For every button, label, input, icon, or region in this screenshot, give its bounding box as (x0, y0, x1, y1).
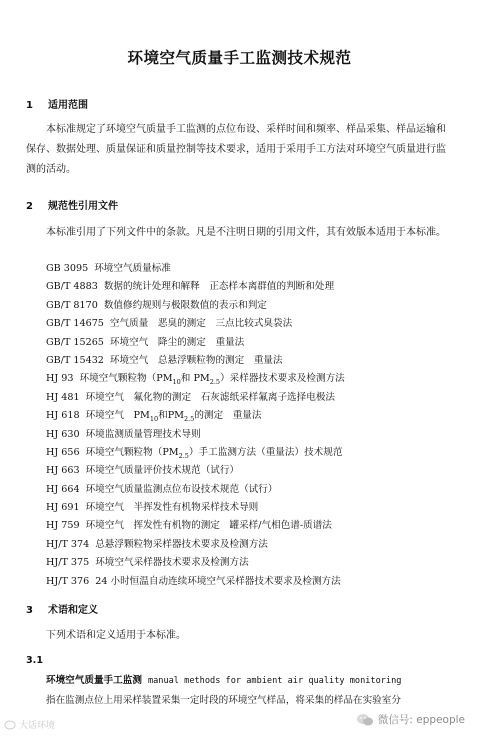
reference-item: HJ/T 375 环境空气采样器技术要求及检测方法 (46, 557, 249, 569)
section-1-body: 本标准规定了环境空气质量手工监测的点位布设、采样时间和频率、样品采集、样品运输和保存、数据处理、质量保证和质量控制等技术要求，适用于采用手工方法对环境空气质量进行监测的活动。 (26, 124, 446, 175)
watermark-logo-icon (4, 720, 16, 730)
document-title: 环境空气质量手工监测技术规范 (127, 49, 352, 67)
section-1-heading (26, 96, 88, 111)
reference-item: HJ 759 环境空气 挥发性有机物的测定 罐采样/气相色谱-质谱法 (46, 520, 332, 532)
reference-item: GB 3095 环境空气质量标准 (46, 263, 171, 274)
normative-references-list (46, 260, 345, 591)
watermark-right-text: 微信号: eppeople (377, 714, 465, 726)
section-title: 规范性引用文件 (48, 201, 118, 212)
term-heading (46, 672, 401, 686)
watermark-left-text: 大话环境 (19, 721, 56, 731)
term-number: 3.1 (26, 655, 43, 666)
section-number: 3 (26, 605, 33, 616)
wechat-icon (356, 713, 374, 727)
reference-item: HJ 656 环境空气颗粒物$(PM_{2.5})$手工监测方法（重量法）技术规范 (46, 446, 343, 460)
wechat-watermark (356, 712, 465, 727)
section-title: 术语和定义 (48, 605, 98, 616)
section-number: 1 (26, 100, 33, 111)
section-3-heading (26, 601, 98, 616)
reference-item: HJ/T 376 24 小时恒温自动连续环境空气采样器技术要求及检测方法 (46, 575, 341, 587)
term-chinese: 环境空气质量手工监测 (46, 675, 142, 686)
reference-item: HJ 630 环境监测质量管理技术导则 (46, 428, 201, 440)
reference-item: HJ 618 环境空气 $PM_{10}$和$PM_{2.5}$的测定 重量法 (46, 410, 262, 424)
reference-item: HJ 93 环境空气颗粒物（$PM_{10}$和 $PM_{2.5}$）采样器技术要求及检测方法 (46, 373, 345, 387)
reference-item: HJ 691 环境空气 半挥发性有机物采样技术导则 (46, 502, 259, 514)
reference-item: HJ 663 环境空气质量评价技术规范（试行） (46, 465, 240, 477)
reference-item: GB/T 8170 数值修约规则与极限数值的表示和判定 (46, 299, 267, 311)
reference-item: HJ 481 环境空气 氟化物的测定 石灰滤纸采样氟离子选择电极法 (46, 391, 336, 403)
term-english: manual methods for ambient air quality monitoring (147, 676, 402, 686)
section-3-body: 下列术语和定义适用于本标准。 (46, 630, 186, 641)
reference-item: HJ 664 环境空气质量监测点位布设技术规范（试行） (46, 483, 278, 495)
section-2-body: 本标准引用了下列文件中的条款。凡是不注明日期的引用文件，其有效版本适用于本标准。 (46, 227, 446, 238)
section-2-heading (26, 197, 118, 212)
term-definition: 指在监测点位上用采样装置采集一定时段的环境空气样品，将采集的样品在实验室分 (46, 695, 401, 706)
reference-item: GB/T 15432 环境空气 总悬浮颗粒物的测定 重量法 (46, 354, 283, 366)
reference-item: HJ/T 374 总悬浮颗粒物采样器技术要求及检测方法 (46, 538, 268, 550)
source-watermark-left (4, 718, 55, 731)
reference-item: GB/T 15265 环境空气 降尘的测定 重量法 (46, 336, 245, 348)
section-number: 2 (26, 201, 33, 212)
section-title: 适用范围 (48, 100, 88, 111)
reference-item: GB/T 4883 数据的统计处理和解释 正态样本离群值的判断和处理 (46, 281, 335, 293)
reference-item: GB/T 14675 空气质量 恶臭的测定 三点比较式臭袋法 (46, 318, 293, 330)
